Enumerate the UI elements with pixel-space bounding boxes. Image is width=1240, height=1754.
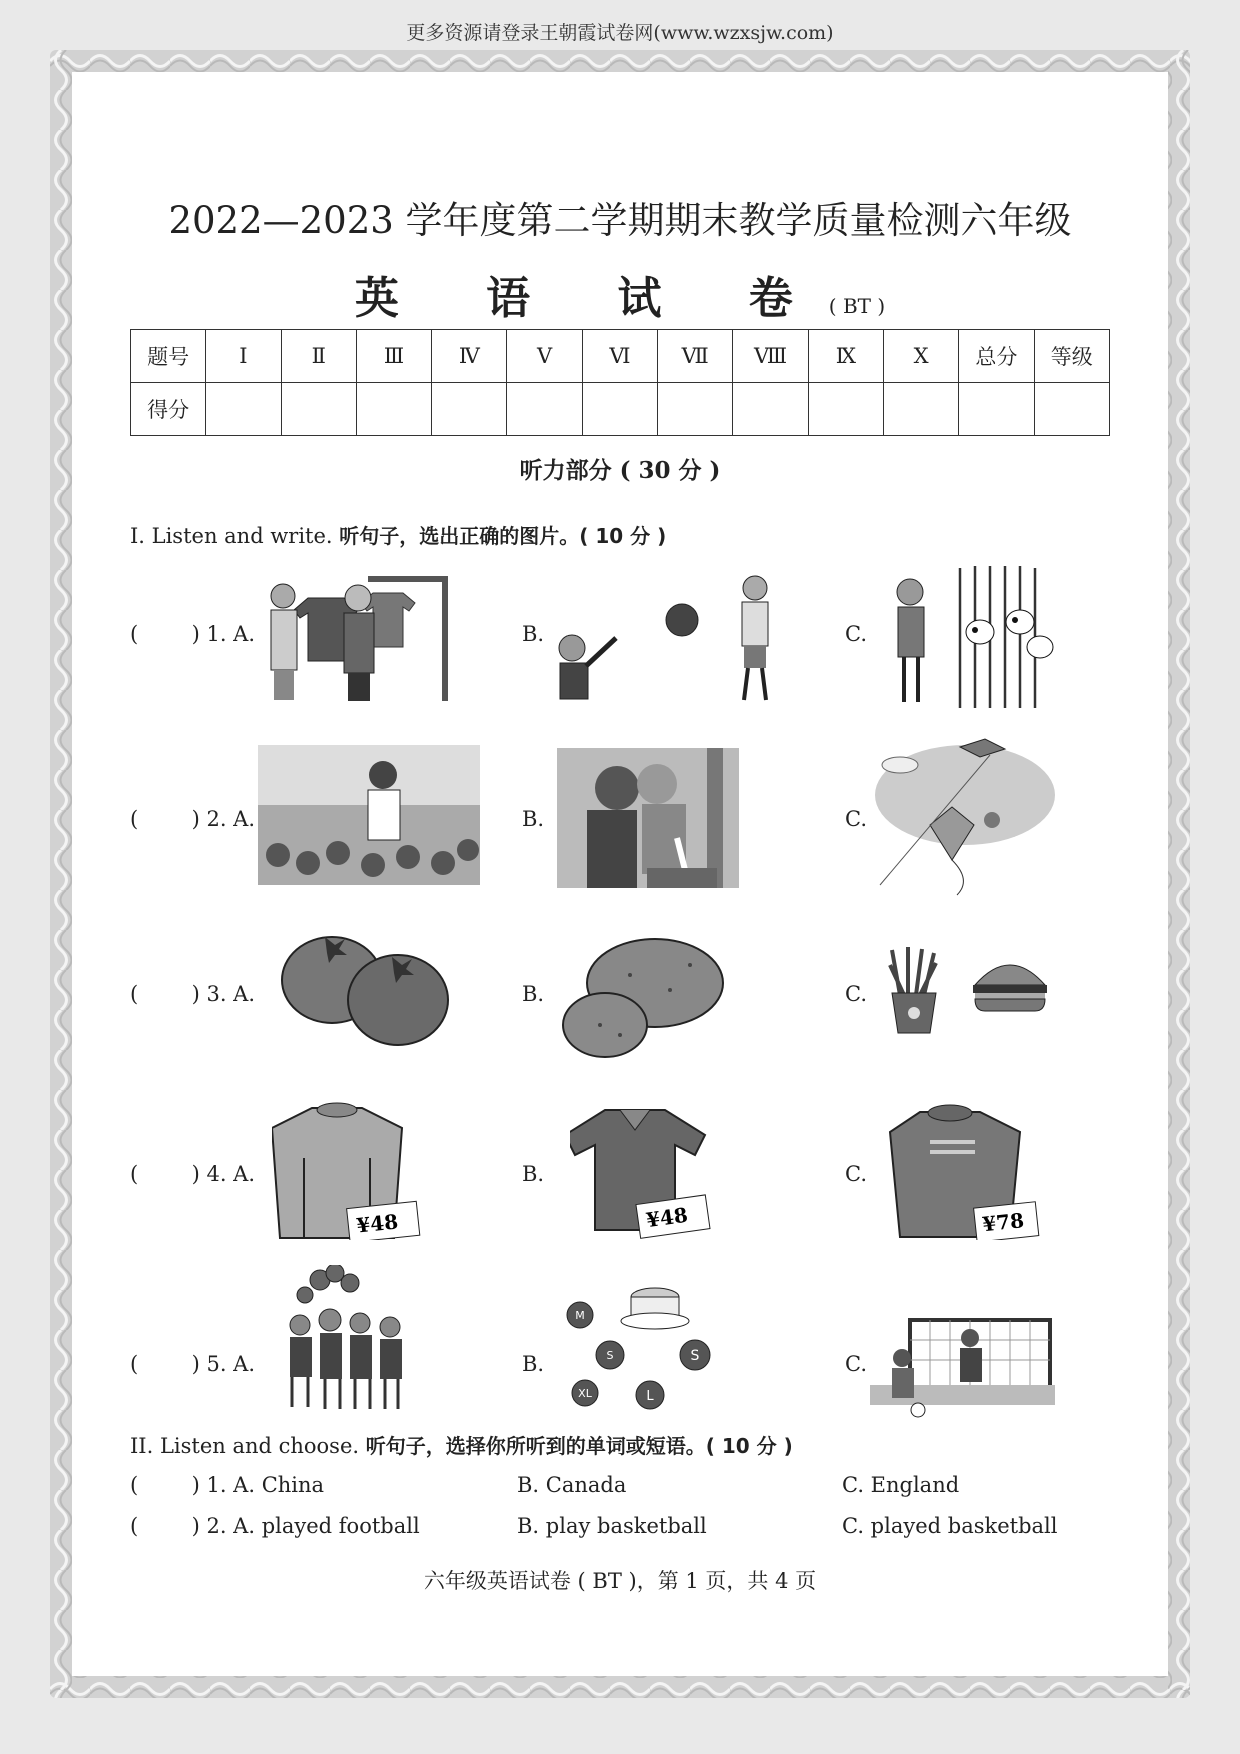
q4-option-c: C. xyxy=(845,1162,867,1186)
score-entry-cell xyxy=(432,383,507,436)
q3-option-b: B. xyxy=(522,982,545,1006)
tomatoes-picture xyxy=(280,925,455,1055)
score-table-score-row xyxy=(131,383,1110,436)
sweater-78-picture xyxy=(880,1100,1040,1240)
section1-heading-en: I. Listen and write. xyxy=(130,524,333,548)
cake-sizes-picture xyxy=(555,1285,725,1415)
q4-label: ( ) 4. A. xyxy=(130,1162,256,1186)
potatoes-picture xyxy=(560,935,725,1065)
score-cell: Ⅰ xyxy=(206,330,281,383)
clothes-shop-picture xyxy=(258,568,458,708)
s2-q1-option-b: B. Canada xyxy=(517,1473,627,1497)
q5-label: ( ) 5. A. xyxy=(130,1352,256,1376)
page-footer: 六年级英语试卷 ( BT )，第 1 页，共 4 页 xyxy=(423,1569,817,1593)
section1-heading-zh: 听句子，选出正确的图片。( 10 分 ) xyxy=(339,524,667,548)
flying-kites-picture xyxy=(870,735,1060,900)
section2-heading xyxy=(130,1430,793,1459)
football-goal-picture xyxy=(870,1310,1055,1420)
q3-label: ( ) 3. A. xyxy=(130,982,256,1006)
q5-option-c: C. xyxy=(845,1352,867,1376)
q4-option-b: B. xyxy=(522,1162,545,1186)
party-balloons-picture xyxy=(280,1265,420,1415)
cake-size-label: L xyxy=(646,1389,654,1404)
washing-hands-picture xyxy=(557,748,739,888)
listening-heading: 听力部分 ( 30 分 ) xyxy=(519,457,721,484)
sweater-48-picture xyxy=(272,1100,422,1240)
score-cell: Ⅴ xyxy=(507,330,582,383)
score-entry-cell xyxy=(658,383,733,436)
score-entry-cell xyxy=(1034,383,1109,436)
section1-heading xyxy=(130,520,666,549)
score-row-label: 得分 xyxy=(131,383,206,436)
cake-size-label: S xyxy=(690,1348,700,1364)
q2-label: ( ) 2. A. xyxy=(130,807,256,831)
score-cell: Ⅲ xyxy=(356,330,431,383)
cake-size-label: S xyxy=(606,1349,614,1362)
watermark-text: 更多资源请登录王朝霞试卷网(www.wzxsjw.com) xyxy=(406,22,834,44)
score-entry-cell xyxy=(206,383,281,436)
score-cell: Ⅵ xyxy=(582,330,657,383)
sweater-a-price-tag: ¥48 xyxy=(355,1209,400,1238)
score-cell: 总分 xyxy=(959,330,1034,383)
score-cell: 等级 xyxy=(1034,330,1109,383)
score-cell: Ⅷ xyxy=(733,330,808,383)
q3-option-c: C. xyxy=(845,982,867,1006)
score-cell: Ⅹ xyxy=(883,330,958,383)
q1-label: ( ) 1. A. xyxy=(130,622,256,646)
shirt-price-tag: ¥48 xyxy=(644,1202,690,1233)
section2-heading-zh: 听句子，选择你所听到的单词或短语。( 10 分 ) xyxy=(365,1434,793,1458)
exam-title: 2022—2023 学年度第二学期期末教学质量检测六年级 xyxy=(168,199,1072,242)
subject-suffix: ( BT ) xyxy=(828,294,886,318)
score-entry-cell xyxy=(281,383,356,436)
panda-zoo-picture xyxy=(880,562,1060,712)
crowd-cheering-picture xyxy=(258,745,480,885)
section2-heading-en: II. Listen and choose. xyxy=(130,1434,360,1458)
score-table xyxy=(130,329,1110,436)
sweater-c-price-tag: ¥78 xyxy=(981,1208,1026,1237)
s2-q2-label: ( ) 2. A. played football xyxy=(130,1514,420,1538)
subject-title-text: 英 语 试 卷 xyxy=(354,273,829,324)
score-cell: Ⅳ xyxy=(432,330,507,383)
subject-title xyxy=(0,262,1240,326)
score-cell: Ⅶ xyxy=(658,330,733,383)
score-entry-cell xyxy=(733,383,808,436)
q5-option-b: B. xyxy=(522,1352,545,1376)
playing-ball-picture xyxy=(550,568,790,708)
cake-size-label: M xyxy=(575,1309,585,1322)
score-entry-cell xyxy=(959,383,1034,436)
score-cell: Ⅱ xyxy=(281,330,356,383)
s2-q1-label: ( ) 1. A. China xyxy=(130,1473,325,1497)
s2-q2-option-b: B. play basketball xyxy=(517,1514,707,1538)
s2-q1-option-c: C. England xyxy=(842,1473,960,1497)
q1-option-c: C. xyxy=(845,622,867,646)
score-entry-cell xyxy=(808,383,883,436)
cake-size-label: XL xyxy=(578,1387,592,1400)
q2-option-b: B. xyxy=(522,807,545,831)
score-table-header-row xyxy=(131,330,1110,383)
q1-option-b: B. xyxy=(522,622,545,646)
score-entry-cell xyxy=(356,383,431,436)
shirt-48-picture xyxy=(570,1100,720,1240)
score-entry-cell xyxy=(582,383,657,436)
q2-option-c: C. xyxy=(845,807,867,831)
score-entry-cell xyxy=(507,383,582,436)
score-entry-cell xyxy=(883,383,958,436)
score-cell: 题号 xyxy=(131,330,206,383)
fries-burger-picture xyxy=(880,945,1050,1035)
score-cell: Ⅸ xyxy=(808,330,883,383)
s2-q2-option-c: C. played basketball xyxy=(842,1514,1058,1538)
